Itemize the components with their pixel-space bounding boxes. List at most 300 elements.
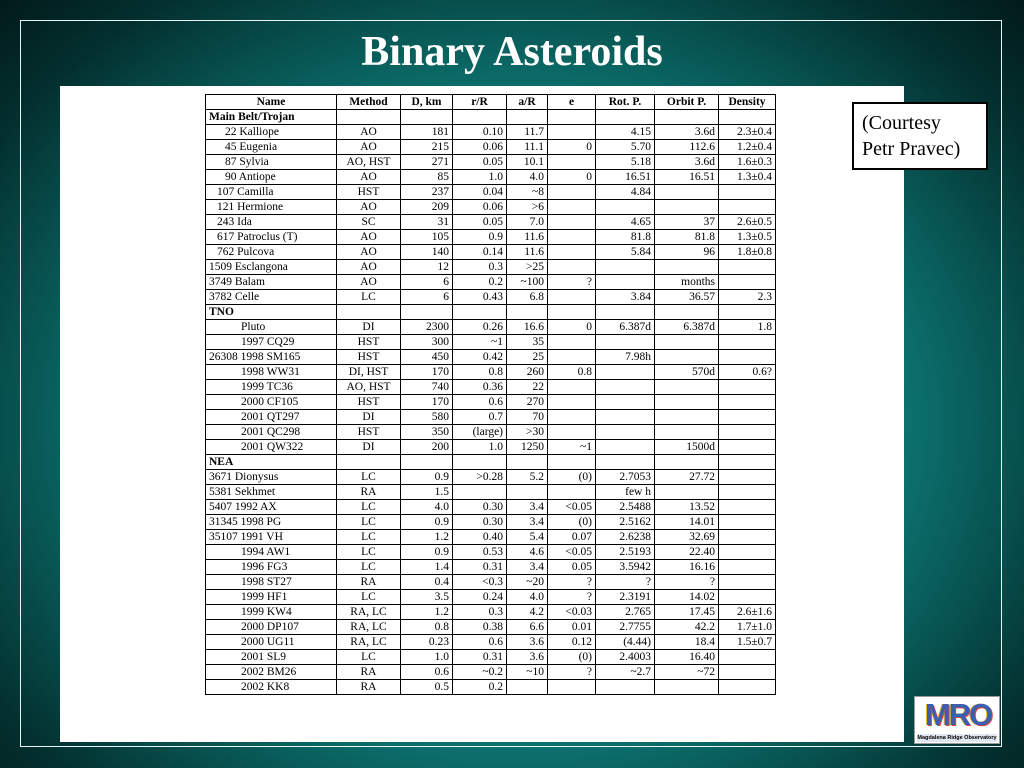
table-header-row — [206, 95, 776, 110]
table-cell: 85 — [401, 170, 453, 185]
table-cell: 5.2 — [507, 470, 548, 485]
table-row — [206, 290, 776, 305]
asteroid-name-cell: 2001 QC298 — [206, 425, 337, 440]
table-cell: 0.6 — [453, 395, 507, 410]
table-cell: 0.12 — [548, 635, 596, 650]
table-cell: 14.01 — [655, 515, 719, 530]
table-cell — [548, 485, 596, 500]
table-cell: 570d — [655, 365, 719, 380]
table-cell: 3.5942 — [596, 560, 655, 575]
asteroid-name-cell: 1999 TC36 — [206, 380, 337, 395]
table-cell: ? — [548, 275, 596, 290]
table-cell: 0.05 — [453, 215, 507, 230]
table-cell — [719, 575, 776, 590]
asteroid-name-cell: 2002 KK8 — [206, 680, 337, 695]
table-cell: ~10 — [507, 665, 548, 680]
table-row — [206, 410, 776, 425]
table-cell: 0.9 — [401, 545, 453, 560]
table-row — [206, 185, 776, 200]
asteroid-name-cell: 87 Sylvia — [206, 155, 337, 170]
table-cell — [337, 110, 401, 125]
table-cell — [719, 590, 776, 605]
table-cell: 81.8 — [596, 230, 655, 245]
table-cell: 1.4 — [401, 560, 453, 575]
table-cell — [548, 125, 596, 140]
table-cell: RA — [337, 485, 401, 500]
table-cell: 4.84 — [596, 185, 655, 200]
table-cell: 2.3191 — [596, 590, 655, 605]
table-cell: 1.6±0.3 — [719, 155, 776, 170]
table-cell: 1500d — [655, 440, 719, 455]
table-cell: (large) — [453, 425, 507, 440]
table-cell: 1.3±0.5 — [719, 230, 776, 245]
table-cell — [453, 455, 507, 470]
table-cell: 3.5 — [401, 590, 453, 605]
table-cell: ? — [596, 575, 655, 590]
table-cell: 7.0 — [507, 215, 548, 230]
table-cell: (0) — [548, 650, 596, 665]
table-cell: ? — [548, 575, 596, 590]
table-cell: 0.9 — [453, 230, 507, 245]
table-cell: HST — [337, 425, 401, 440]
table-cell: LC — [337, 560, 401, 575]
table-cell: AO — [337, 245, 401, 260]
table-cell: 0.04 — [453, 185, 507, 200]
table-cell — [719, 200, 776, 215]
table-cell — [596, 455, 655, 470]
table-cell: 2.5193 — [596, 545, 655, 560]
table-cell: 81.8 — [655, 230, 719, 245]
table-cell: SC — [337, 215, 401, 230]
table-cell: 3.6d — [655, 125, 719, 140]
asteroid-name-cell: 2001 QW322 — [206, 440, 337, 455]
table-cell — [453, 485, 507, 500]
table-cell: 209 — [401, 200, 453, 215]
table-cell — [719, 455, 776, 470]
table-cell: ~1 — [453, 335, 507, 350]
table-cell: ~20 — [507, 575, 548, 590]
table-cell — [655, 200, 719, 215]
table-row — [206, 320, 776, 335]
table-row — [206, 215, 776, 230]
table-cell: 22 — [507, 380, 548, 395]
table-cell: 0.42 — [453, 350, 507, 365]
table-cell: 6.387d — [655, 320, 719, 335]
table-cell: 0.26 — [453, 320, 507, 335]
table-cell: 11.7 — [507, 125, 548, 140]
table-cell: LC — [337, 470, 401, 485]
table-cell: 4.0 — [401, 500, 453, 515]
table-cell — [655, 350, 719, 365]
table-cell — [719, 440, 776, 455]
table-cell: RA — [337, 665, 401, 680]
asteroid-name-cell: 2000 DP107 — [206, 620, 337, 635]
table-cell: 32.69 — [655, 530, 719, 545]
table-row — [206, 440, 776, 455]
table-cell — [453, 110, 507, 125]
table-cell — [453, 305, 507, 320]
table-cell — [401, 110, 453, 125]
table-cell: 450 — [401, 350, 453, 365]
table-cell: 1.7±1.0 — [719, 620, 776, 635]
observatory-logo — [914, 696, 1000, 744]
table-cell — [548, 305, 596, 320]
table-cell: 1.5±0.7 — [719, 635, 776, 650]
table-cell: 6.6 — [507, 620, 548, 635]
table-row — [206, 500, 776, 515]
table-cell: RA — [337, 680, 401, 695]
table-cell: 170 — [401, 395, 453, 410]
table-cell: RA, LC — [337, 635, 401, 650]
table-cell: HST — [337, 395, 401, 410]
asteroid-name-cell: 22 Kalliope — [206, 125, 337, 140]
table-body — [206, 110, 776, 695]
table-cell — [548, 260, 596, 275]
table-cell — [719, 500, 776, 515]
table-cell: 0.14 — [453, 245, 507, 260]
table-cell: 0.31 — [453, 560, 507, 575]
asteroid-name-cell: 1996 FG3 — [206, 560, 337, 575]
asteroid-name-cell: 31345 1998 PG — [206, 515, 337, 530]
table-cell: 170 — [401, 365, 453, 380]
table-cell: RA, LC — [337, 605, 401, 620]
table-cell: 237 — [401, 185, 453, 200]
table-cell — [719, 410, 776, 425]
table-cell — [719, 485, 776, 500]
binary-asteroids-table — [205, 94, 776, 695]
asteroid-name-cell: 45 Eugenia — [206, 140, 337, 155]
table-cell — [655, 425, 719, 440]
table-cell: 105 — [401, 230, 453, 245]
table-cell: HST — [337, 335, 401, 350]
table-cell: 7.98h — [596, 350, 655, 365]
table-cell: HST — [337, 350, 401, 365]
table-cell: ? — [548, 665, 596, 680]
table-cell — [548, 230, 596, 245]
table-row — [206, 425, 776, 440]
table-cell: DI, HST — [337, 365, 401, 380]
table-cell: 300 — [401, 335, 453, 350]
table-cell: 0.36 — [453, 380, 507, 395]
table-cell: 16.6 — [507, 320, 548, 335]
section-label: TNO — [206, 305, 337, 320]
table-cell — [655, 110, 719, 125]
table-cell — [719, 305, 776, 320]
section-row — [206, 110, 776, 125]
table-cell: 1.2 — [401, 530, 453, 545]
table-cell: ~72 — [655, 665, 719, 680]
table-cell: >6 — [507, 200, 548, 215]
table-row — [206, 230, 776, 245]
table-cell: 13.52 — [655, 500, 719, 515]
table-cell — [596, 395, 655, 410]
table-cell: LC — [337, 530, 401, 545]
table-row — [206, 365, 776, 380]
table-cell: 17.45 — [655, 605, 719, 620]
asteroid-name-cell: 1999 KW4 — [206, 605, 337, 620]
table-cell: 271 — [401, 155, 453, 170]
table-cell: 1.0 — [453, 170, 507, 185]
table-cell: 0.38 — [453, 620, 507, 635]
table-cell: 12 — [401, 260, 453, 275]
table-row — [206, 605, 776, 620]
table-cell — [507, 485, 548, 500]
table-cell: 0.30 — [453, 500, 507, 515]
table-cell: 4.15 — [596, 125, 655, 140]
table-cell: LC — [337, 590, 401, 605]
table-cell: 2300 — [401, 320, 453, 335]
table-cell: 11.1 — [507, 140, 548, 155]
table-row — [206, 155, 776, 170]
table-cell — [655, 185, 719, 200]
table-cell: 0.06 — [453, 200, 507, 215]
table-cell — [596, 365, 655, 380]
table-cell: 0.05 — [453, 155, 507, 170]
table-cell: 181 — [401, 125, 453, 140]
table-cell: 14.02 — [655, 590, 719, 605]
table-cell — [596, 680, 655, 695]
table-cell: 27.72 — [655, 470, 719, 485]
table-cell — [719, 260, 776, 275]
table-cell — [401, 305, 453, 320]
table-cell — [596, 425, 655, 440]
table-cell: 0.43 — [453, 290, 507, 305]
table-cell: 18.4 — [655, 635, 719, 650]
table-cell: LC — [337, 515, 401, 530]
header-rotation-period: Rot. P. — [596, 95, 655, 110]
asteroid-name-cell: 2001 SL9 — [206, 650, 337, 665]
table-cell: 1.8 — [719, 320, 776, 335]
table-cell — [596, 410, 655, 425]
asteroid-name-cell: 2000 CF105 — [206, 395, 337, 410]
section-row — [206, 305, 776, 320]
table-cell: 5.4 — [507, 530, 548, 545]
table-cell — [337, 305, 401, 320]
asteroid-name-cell: 26308 1998 SM165 — [206, 350, 337, 365]
table-cell: 0 — [548, 170, 596, 185]
table-cell — [719, 665, 776, 680]
table-cell — [507, 110, 548, 125]
table-cell: 270 — [507, 395, 548, 410]
table-cell — [596, 335, 655, 350]
table-cell: AO, HST — [337, 380, 401, 395]
header-name: Name — [206, 95, 337, 110]
asteroid-name-cell: 1997 CQ29 — [206, 335, 337, 350]
table-cell: LC — [337, 290, 401, 305]
table-row — [206, 380, 776, 395]
table-cell — [719, 380, 776, 395]
table-row — [206, 680, 776, 695]
table-cell: 0.07 — [548, 530, 596, 545]
table-cell — [596, 275, 655, 290]
table-cell: 3.4 — [507, 560, 548, 575]
table-cell — [596, 110, 655, 125]
table-row — [206, 485, 776, 500]
table-cell: 2.3 — [719, 290, 776, 305]
table-cell — [719, 680, 776, 695]
table-cell: ? — [548, 590, 596, 605]
asteroid-name-cell: Pluto — [206, 320, 337, 335]
table-cell — [548, 290, 596, 305]
table-cell: 0.7 — [453, 410, 507, 425]
asteroid-name-cell: 2001 QT297 — [206, 410, 337, 425]
asteroid-name-cell: 90 Antiope — [206, 170, 337, 185]
header-a-over-R: a/R — [507, 95, 548, 110]
table-row — [206, 125, 776, 140]
table-cell — [719, 560, 776, 575]
table-cell: 0.3 — [453, 260, 507, 275]
table-cell: LC — [337, 500, 401, 515]
table-cell: 3.4 — [507, 515, 548, 530]
table-cell: 2.5162 — [596, 515, 655, 530]
table-cell: 2.6238 — [596, 530, 655, 545]
table-cell — [596, 380, 655, 395]
table-cell: 37 — [655, 215, 719, 230]
table-cell: DI — [337, 440, 401, 455]
header-orbit-period: Orbit P. — [655, 95, 719, 110]
table-cell: 260 — [507, 365, 548, 380]
table-cell: 25 — [507, 350, 548, 365]
table-cell: ~0.2 — [453, 665, 507, 680]
table-cell: 5.70 — [596, 140, 655, 155]
asteroid-name-cell: 1994 AW1 — [206, 545, 337, 560]
table-cell: >30 — [507, 425, 548, 440]
table-row — [206, 170, 776, 185]
logo-caption: Magdalena Ridge Observatory — [917, 735, 997, 741]
table-cell: DI — [337, 410, 401, 425]
header-density: Density — [719, 95, 776, 110]
asteroid-name-cell: 1998 ST27 — [206, 575, 337, 590]
table-cell — [655, 410, 719, 425]
table-cell — [719, 185, 776, 200]
table-cell: ~100 — [507, 275, 548, 290]
table-cell — [719, 425, 776, 440]
table-cell: 1.2 — [401, 605, 453, 620]
table-cell: 0.40 — [453, 530, 507, 545]
table-cell — [596, 260, 655, 275]
table-cell: 200 — [401, 440, 453, 455]
table-cell: 2.7053 — [596, 470, 655, 485]
table-cell — [596, 440, 655, 455]
table-cell — [548, 680, 596, 695]
table-cell: (4.44) — [596, 635, 655, 650]
table-cell — [719, 350, 776, 365]
table-cell — [548, 350, 596, 365]
table-cell: 4.6 — [507, 545, 548, 560]
table-cell — [548, 185, 596, 200]
table-cell — [401, 455, 453, 470]
table-cell: 4.0 — [507, 590, 548, 605]
table-cell: 112.6 — [655, 140, 719, 155]
table-cell — [655, 260, 719, 275]
table-cell — [548, 215, 596, 230]
table-cell: 580 — [401, 410, 453, 425]
table-cell: 1.0 — [401, 650, 453, 665]
table-cell: 1250 — [507, 440, 548, 455]
table-row — [206, 635, 776, 650]
table-cell: 0.9 — [401, 470, 453, 485]
table-cell: 0 — [548, 140, 596, 155]
table-cell — [507, 305, 548, 320]
table-cell: ? — [655, 575, 719, 590]
asteroid-name-cell: 617 Patroclus (T) — [206, 230, 337, 245]
table-cell: 0.8 — [548, 365, 596, 380]
table-cell: 96 — [655, 245, 719, 260]
table-cell: 0.8 — [453, 365, 507, 380]
table-row — [206, 470, 776, 485]
asteroid-name-cell: 5381 Sekhmet — [206, 485, 337, 500]
table-cell: 2.3±0.4 — [719, 125, 776, 140]
table-cell: 0.9 — [401, 515, 453, 530]
table-cell: (0) — [548, 515, 596, 530]
courtesy-line-1: (Courtesy — [862, 112, 941, 134]
table-cell: 0.05 — [548, 560, 596, 575]
table-cell — [719, 515, 776, 530]
table-cell — [548, 455, 596, 470]
table-cell — [337, 455, 401, 470]
table-cell — [596, 305, 655, 320]
table-row — [206, 200, 776, 215]
table-cell: 16.51 — [596, 170, 655, 185]
table-cell: AO — [337, 230, 401, 245]
header-r-over-R: r/R — [453, 95, 507, 110]
table-cell: ~8 — [507, 185, 548, 200]
table-row — [206, 560, 776, 575]
header-eccentricity: e — [548, 95, 596, 110]
section-row — [206, 455, 776, 470]
table-cell: 0.5 — [401, 680, 453, 695]
table-cell: few h — [596, 485, 655, 500]
table-cell: 11.6 — [507, 245, 548, 260]
table-cell: 1.5 — [401, 485, 453, 500]
courtesy-line-2: Petr Pravec) — [862, 138, 961, 160]
table-cell: 4.2 — [507, 605, 548, 620]
courtesy-note — [852, 102, 988, 170]
table-cell — [655, 395, 719, 410]
table-cell: LC — [337, 650, 401, 665]
table-cell — [655, 335, 719, 350]
table-cell: AO — [337, 200, 401, 215]
table-cell: 0.53 — [453, 545, 507, 560]
table-cell — [719, 335, 776, 350]
table-cell: DI — [337, 320, 401, 335]
table-cell: >0.28 — [453, 470, 507, 485]
table-cell: AO — [337, 125, 401, 140]
asteroid-name-cell: 2000 UG11 — [206, 635, 337, 650]
table-cell: 740 — [401, 380, 453, 395]
table-cell — [548, 395, 596, 410]
table-row — [206, 260, 776, 275]
table-cell: 6.387d — [596, 320, 655, 335]
table-cell: 0.31 — [453, 650, 507, 665]
table-cell: 2.4003 — [596, 650, 655, 665]
table-cell: 0.2 — [453, 275, 507, 290]
table-cell: 5.84 — [596, 245, 655, 260]
table-cell: AO — [337, 170, 401, 185]
table-row — [206, 650, 776, 665]
table-cell: 3.84 — [596, 290, 655, 305]
table-cell: 2.6±1.6 — [719, 605, 776, 620]
table-cell: <0.3 — [453, 575, 507, 590]
table-cell: 1.8±0.8 — [719, 245, 776, 260]
table-cell: 42.2 — [655, 620, 719, 635]
table-cell — [548, 110, 596, 125]
table-cell: 0.8 — [401, 620, 453, 635]
table-row — [206, 275, 776, 290]
logo-letters: MRO — [924, 697, 992, 732]
table-cell: 0.4 — [401, 575, 453, 590]
table-cell: 31 — [401, 215, 453, 230]
